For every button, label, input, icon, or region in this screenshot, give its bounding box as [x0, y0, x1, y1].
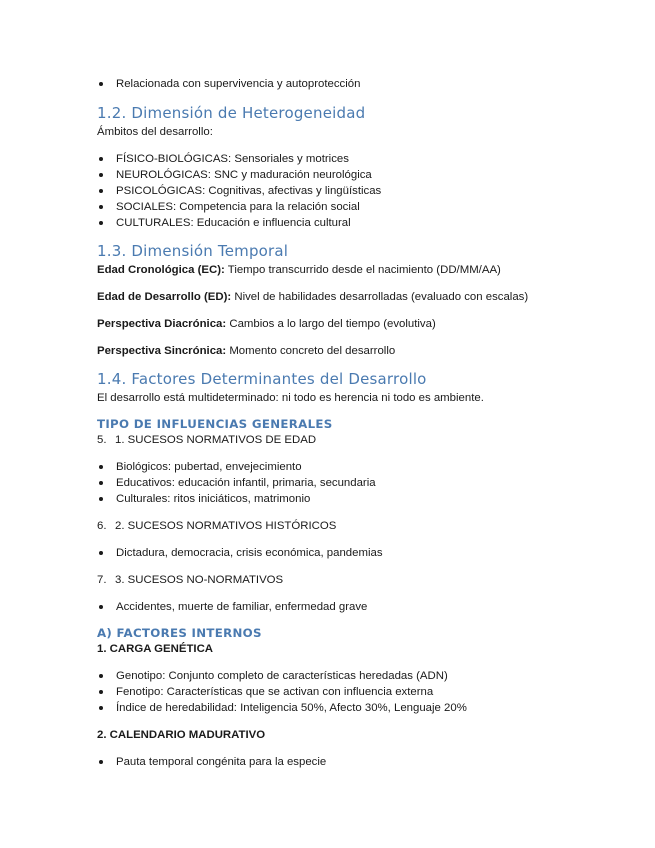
item-number: 7. [97, 574, 107, 586]
definition-paragraph [97, 289, 617, 305]
influences-heading: TIPO DE INFLUENCIAS GENERALES [97, 417, 333, 431]
influence-bullet-list [97, 545, 617, 561]
item-label: 3. SUCESOS NO-NORMATIVOS [115, 574, 284, 586]
definition-text: Tiempo transcurrido desde el nacimiento (DD/MM/AA) [224, 264, 501, 276]
list-item: Accidentes, muerte de familiar, enfermedad grave [97, 599, 617, 615]
section-heading-1-4: 1.4. Factores Determinantes del Desarrollo [97, 370, 427, 388]
list-item: Educativos: educación infantil, primaria, secundaria [97, 475, 617, 491]
list-item: SOCIALES: Competencia para la relación social [97, 199, 617, 215]
list-item: Índice de heredabilidad: Inteligencia 50%, Afecto 30%, Lenguaje 20% [97, 700, 617, 716]
item-number: 6. [97, 520, 107, 532]
list-item: CULTURALES: Educación e influencia cultural [97, 215, 617, 231]
numbered-item [97, 572, 617, 588]
maturation-calendar-list [97, 754, 617, 770]
definition-term: Edad Cronológica (EC): [97, 264, 225, 276]
genetic-load-list [97, 668, 617, 716]
definition-paragraph [97, 316, 617, 332]
development-areas-list [97, 151, 617, 231]
list-item: Fenotipo: Características que se activan con influencia externa [97, 684, 617, 700]
item-label: 2. SUCESOS NORMATIVOS HISTÓRICOS [115, 520, 337, 532]
section-subtitle: Ámbitos del desarrollo: [97, 126, 213, 138]
list-item: Pauta temporal congénita para la especie [97, 754, 617, 770]
intro-bullet-list [97, 76, 617, 92]
numbered-item [97, 518, 617, 534]
list-item: Biológicos: pubertad, envejecimiento [97, 459, 617, 475]
list-item: FÍSICO-BIOLÓGICAS: Sensoriales y motrices [97, 151, 617, 167]
section-heading-1-3: 1.3. Dimensión Temporal [97, 242, 289, 260]
definition-term: Perspectiva Sincrónica: [97, 345, 227, 357]
definition-paragraph [97, 262, 617, 278]
maturation-calendar-title: 2. CALENDARIO MADURATIVO [97, 729, 266, 741]
definition-text: Momento concreto del desarrollo [226, 345, 396, 357]
item-label: 1. SUCESOS NORMATIVOS DE EDAD [115, 434, 317, 446]
influence-bullet-list [97, 599, 617, 615]
list-item: Genotipo: Conjunto completo de características heredadas (ADN) [97, 668, 617, 684]
document-content [97, 76, 617, 770]
list-item: Relacionada con supervivencia y autoprotección [97, 76, 617, 92]
list-item: Culturales: ritos iniciáticos, matrimonio [97, 491, 617, 507]
definition-text: Cambios a lo largo del tiempo (evolutiva) [226, 318, 436, 330]
section-intro: El desarrollo está multideterminado: ni todo es herencia ni todo es ambiente. [97, 392, 484, 404]
definition-paragraph [97, 343, 617, 359]
influence-bullet-list [97, 459, 617, 507]
section-heading-1-2: 1.2. Dimensión de Heterogeneidad [97, 104, 366, 122]
list-item: NEUROLÓGICAS: SNC y maduración neurológica [97, 167, 617, 183]
list-item: PSICOLÓGICAS: Cognitivas, afectivas y lingüísticas [97, 183, 617, 199]
definition-term: Perspectiva Diacrónica: [97, 318, 227, 330]
genetic-load-title: 1. CARGA GENÉTICA [97, 643, 214, 655]
item-number: 5. [97, 434, 107, 446]
list-item: Dictadura, democracia, crisis económica, pandemias [97, 545, 617, 561]
internal-factors-heading: A) FACTORES INTERNOS [97, 626, 262, 640]
numbered-item [97, 432, 617, 448]
definition-text: Nivel de habilidades desarrolladas (evaluado con escalas) [231, 291, 529, 303]
definition-term: Edad de Desarrollo (ED): [97, 291, 232, 303]
